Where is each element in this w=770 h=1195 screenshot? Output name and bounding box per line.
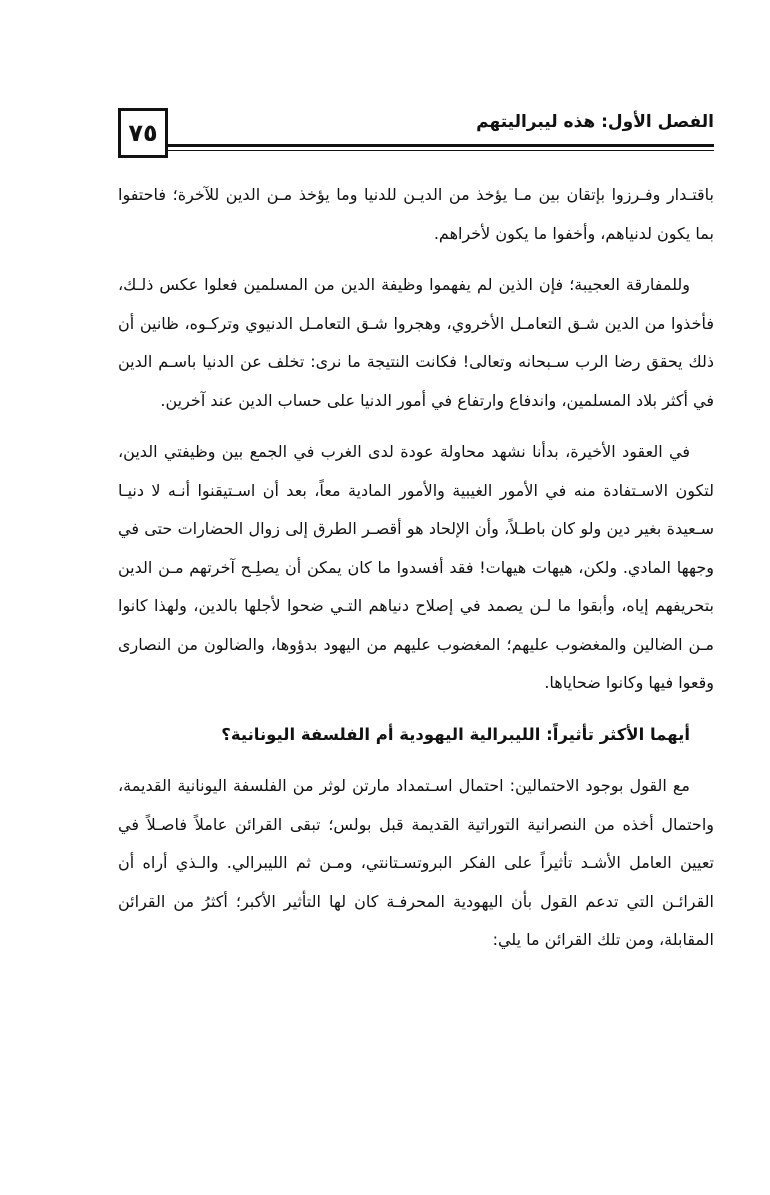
paragraph-3: في العقود الأخيرة، بدأنا نشهد محاولة عودة لدى الغرب في الجمع بين وظيفتي الدين، لتكون الاسـتفادة منه في الأمور الغيبية والأمور المادية معاً، بعد أن اسـتيقنوا أنـه لا دنيـا سـعيدة بغير دين ولو كان باطـلاً، وأن الإلحاد هو أقصـر الطرق إلى زوال الحضارات حتى في وجهها المادي. ولكن، هيهات هيهات! فقد أفسدوا ما كان يمكن أن يصلِـح آخرتهم مـن الدين بتحريفهم إياه، وأبقوا ما لـن يصمد في إصلاح دنياهم التـي ضحوا لأجلها بالدين، ولهذا كانوا مـن الضالين والمغضوب عليهم؛ المغضوب عليهم من اليهود بدؤوها، والضالون من النصارى وقعوا فيها وكانوا ضحاياها. (118, 442, 714, 692)
header-rule-thick (166, 144, 714, 147)
page-number: ٧٥ (118, 108, 168, 158)
body-text (118, 176, 714, 973)
paragraph-1: باقتـدار وفـرزوا بإتقان بين مـا يؤخذ من الديـن للدنيا وما يؤخذ مـن الدين للآخرة؛ فاحتفوا بما يكون لدنياهم، وأخفوا ما يكون لأخراهم. (118, 185, 714, 243)
chapter-title: الفصل الأول: هذه ليبراليتهم (476, 112, 714, 132)
section-heading: أيهما الأكثر تأثيراً: الليبرالية اليهودية أم الفلسفة اليونانية؟ (221, 724, 690, 744)
paragraph-2: وللمفارقة العجيبة؛ فإن الذين لم يفهموا وظيفة الدين من المسلمين فعلوا عكس ذلـك، فأخذوا من الدين شـق التعامـل الأخروي، وهجروا شـق التعامـل الدنيوي وتركـوه، ظانين أن ذلك يحقق رضا الرب سـبحانه وتعالى! فكانت النتيجة ما نرى: تخلف عن الدنيا باسـم الدين في أكثر بلاد المسلمين، واندفاع وارتفاع في أمور الدنيا على حساب الدين عند آخرين. (118, 275, 714, 410)
header-rule-thin (166, 150, 714, 151)
page-header (118, 108, 714, 160)
paragraph-4: مع القول بوجود الاحتمالين: احتمال اسـتمداد مارتن لوثر من الفلسفة اليونانية القديمة، واحتمال أخذه من النصرانية التوراتية القديمة قبل بولس؛ تبقى القرائن عاملاً فاصـلاً في تعيين العامل الأشـد تأثيراً على الفكر البروتسـتانتي، ومـن ثم الليبرالي. والـذي أراه أن القرائـن التي تدعم القول بأن اليهودية المحرفـة كان لها التأثير الأكبر؛ أكثرُ من القرائن المقابلة، ومن تلك القرائن ما يلي: (118, 776, 714, 949)
